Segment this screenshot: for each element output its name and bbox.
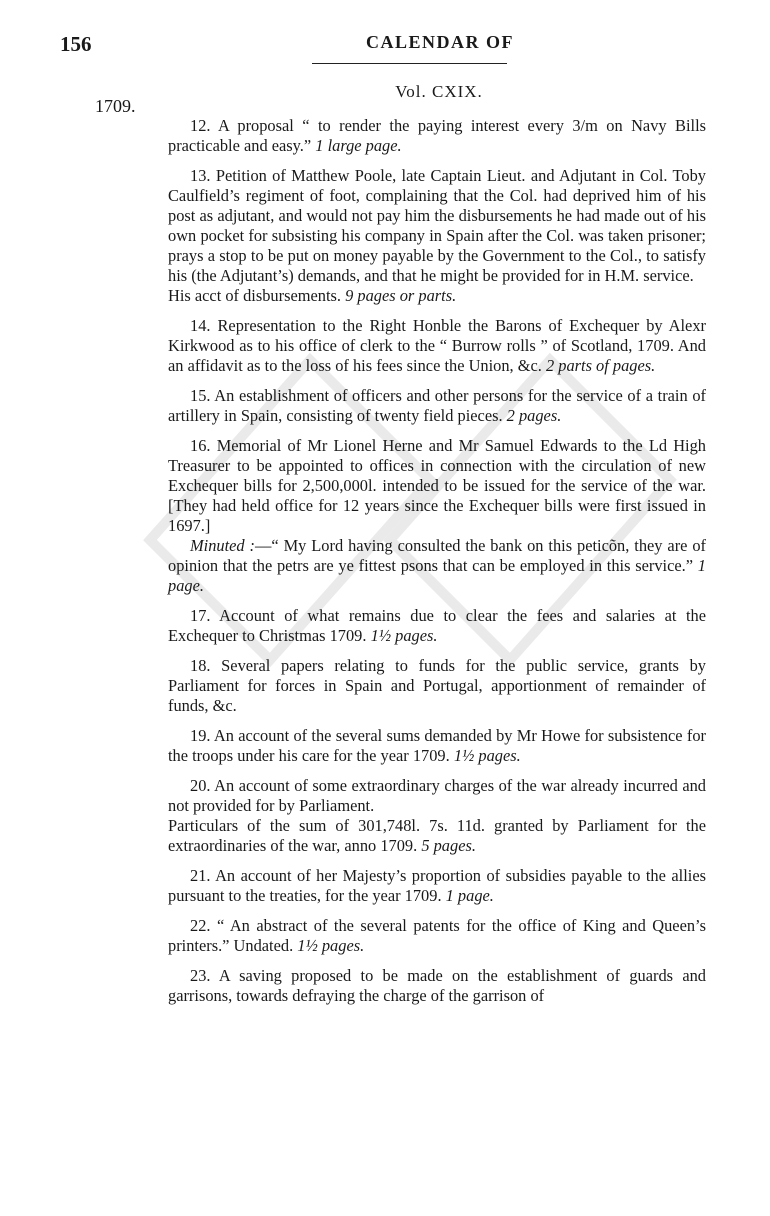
entry-size: 1 page. bbox=[168, 556, 706, 595]
entry-size: 2 pages. bbox=[506, 406, 562, 425]
entry-13 bbox=[168, 166, 706, 306]
entry-text: A saving proposed to be made on the establishment of guards and garrisons, towards defraying the charge of the garrison of bbox=[168, 966, 706, 1005]
entry-16 bbox=[168, 436, 706, 596]
entry-text: Petition of Matthew Poole, late Captain Lieut. and Adjutant in Col. Toby Caulfield’s regiment of foot, complaining that the Col. had deprived him of his post as adjutant, and would not pay him the disbursements he had made out of his own pocket for subsisting his company in Spain after the Col. was taken prisoner; prays a stop to be put on money payable by the Government to the Col., to satisfy his (the Adjutant’s) demands, and that he might be provided for in H.M. service. bbox=[168, 166, 706, 285]
entry-12 bbox=[168, 116, 706, 156]
entry-text: An account of some extraordinary charges of the war already incurred and not provided for by Parliament. bbox=[168, 776, 707, 815]
header-rule bbox=[312, 63, 507, 64]
entry-14 bbox=[168, 316, 706, 376]
entry-subtext: Particulars of the sum of 301,748l. 7s. 11d. granted by Parliament for the extraordinaries of the war, anno 1709. bbox=[168, 816, 706, 855]
entry-size: 1½ pages. bbox=[297, 936, 365, 955]
entry-text: An account of her Majesty’s proportion of subsidies payable to the allies pursuant to the treaties, for the year 1709. bbox=[168, 866, 706, 905]
entry-number: 20. bbox=[190, 776, 211, 795]
entry-text: Memorial of Mr Lionel Herne and Mr Samuel Edwards to the Ld High Treasurer to be appointed to offices in connection with the circulation of new Exchequer bills for 2,500,000l. intended to be issued for the service of the war. [They had held office for 12 years since the Exchequer bills were first issued in 1697.] bbox=[168, 436, 706, 535]
entry-text: An account of the several sums demanded by Mr Howe for subsistence for the troops under his care for the year 1709. bbox=[168, 726, 706, 765]
page-number: 156 bbox=[60, 32, 92, 56]
entry-size: 1 page. bbox=[445, 886, 494, 905]
entry-number: 16. bbox=[190, 436, 211, 455]
entry-number: 15. bbox=[190, 386, 211, 405]
entry-number: 23. bbox=[190, 966, 211, 985]
entry-number: 17. bbox=[190, 606, 211, 625]
entry-text: Several papers relating to funds for the public service, grants by Parliament for forces in Spain and Portugal, apportionment of remainder of funds, &c. bbox=[168, 656, 706, 715]
minuted-label: Minuted : bbox=[190, 536, 256, 555]
year-margin-note: 1709. bbox=[95, 96, 136, 116]
entry-18 bbox=[168, 656, 706, 716]
entry-text: Representation to the Right Honble the Barons of Exchequer by Alexr Kirkwood as to his office of clerk to the “ Burrow rolls ” of Scotland, 1709. And an affidavit as to the loss of his fees since the Union, &c. bbox=[168, 316, 706, 375]
calendar-entries bbox=[168, 116, 706, 1016]
entry-15 bbox=[168, 386, 706, 426]
running-title: CALENDAR OF bbox=[365, 32, 514, 52]
entry-number: 21. bbox=[190, 866, 211, 885]
entry-size: 1½ pages. bbox=[453, 746, 521, 765]
entry-number: 14. bbox=[190, 316, 211, 335]
entry-19 bbox=[168, 726, 706, 766]
entry-size: 1 large page. bbox=[315, 136, 402, 155]
entry-20 bbox=[168, 776, 706, 856]
entry-number: 19. bbox=[190, 726, 211, 745]
entry-size: 9 pages or parts. bbox=[345, 286, 457, 305]
entry-text: An establishment of officers and other persons for the service of a train of artillery in Spain, consisting of twenty field pieces. bbox=[168, 386, 706, 425]
entry-21 bbox=[168, 866, 706, 906]
minuted-text: —“ My Lord having consulted the bank on this peticõn, they are of opinion that the petrs are ye fittest psons that can be employed in this service.” bbox=[168, 536, 706, 575]
entry-23 bbox=[168, 966, 706, 1006]
entry-number: 18. bbox=[190, 656, 211, 675]
entry-text: Account of what remains due to clear the fees and salaries at the Exchequer to Christmas 1709. bbox=[168, 606, 706, 645]
entry-text: A proposal “ to render the paying interest every 3/m on Navy Bills practicable and easy.” bbox=[168, 116, 706, 155]
entry-22 bbox=[168, 916, 706, 956]
entry-17 bbox=[168, 606, 706, 646]
entry-number: 22. bbox=[190, 916, 211, 935]
entry-text: “ An abstract of the several patents for the office of King and Queen’s printers.” Undated. bbox=[168, 916, 706, 955]
entry-size: 1½ pages. bbox=[370, 626, 438, 645]
entry-number: 13. bbox=[190, 166, 211, 185]
entry-subtext: His acct of disbursements. bbox=[168, 286, 346, 305]
entry-size: 5 pages. bbox=[421, 836, 476, 855]
entry-size: 2 parts of pages. bbox=[545, 356, 656, 375]
volume-heading: Vol. CXIX. bbox=[395, 82, 483, 101]
entry-number: 12. bbox=[190, 116, 211, 135]
